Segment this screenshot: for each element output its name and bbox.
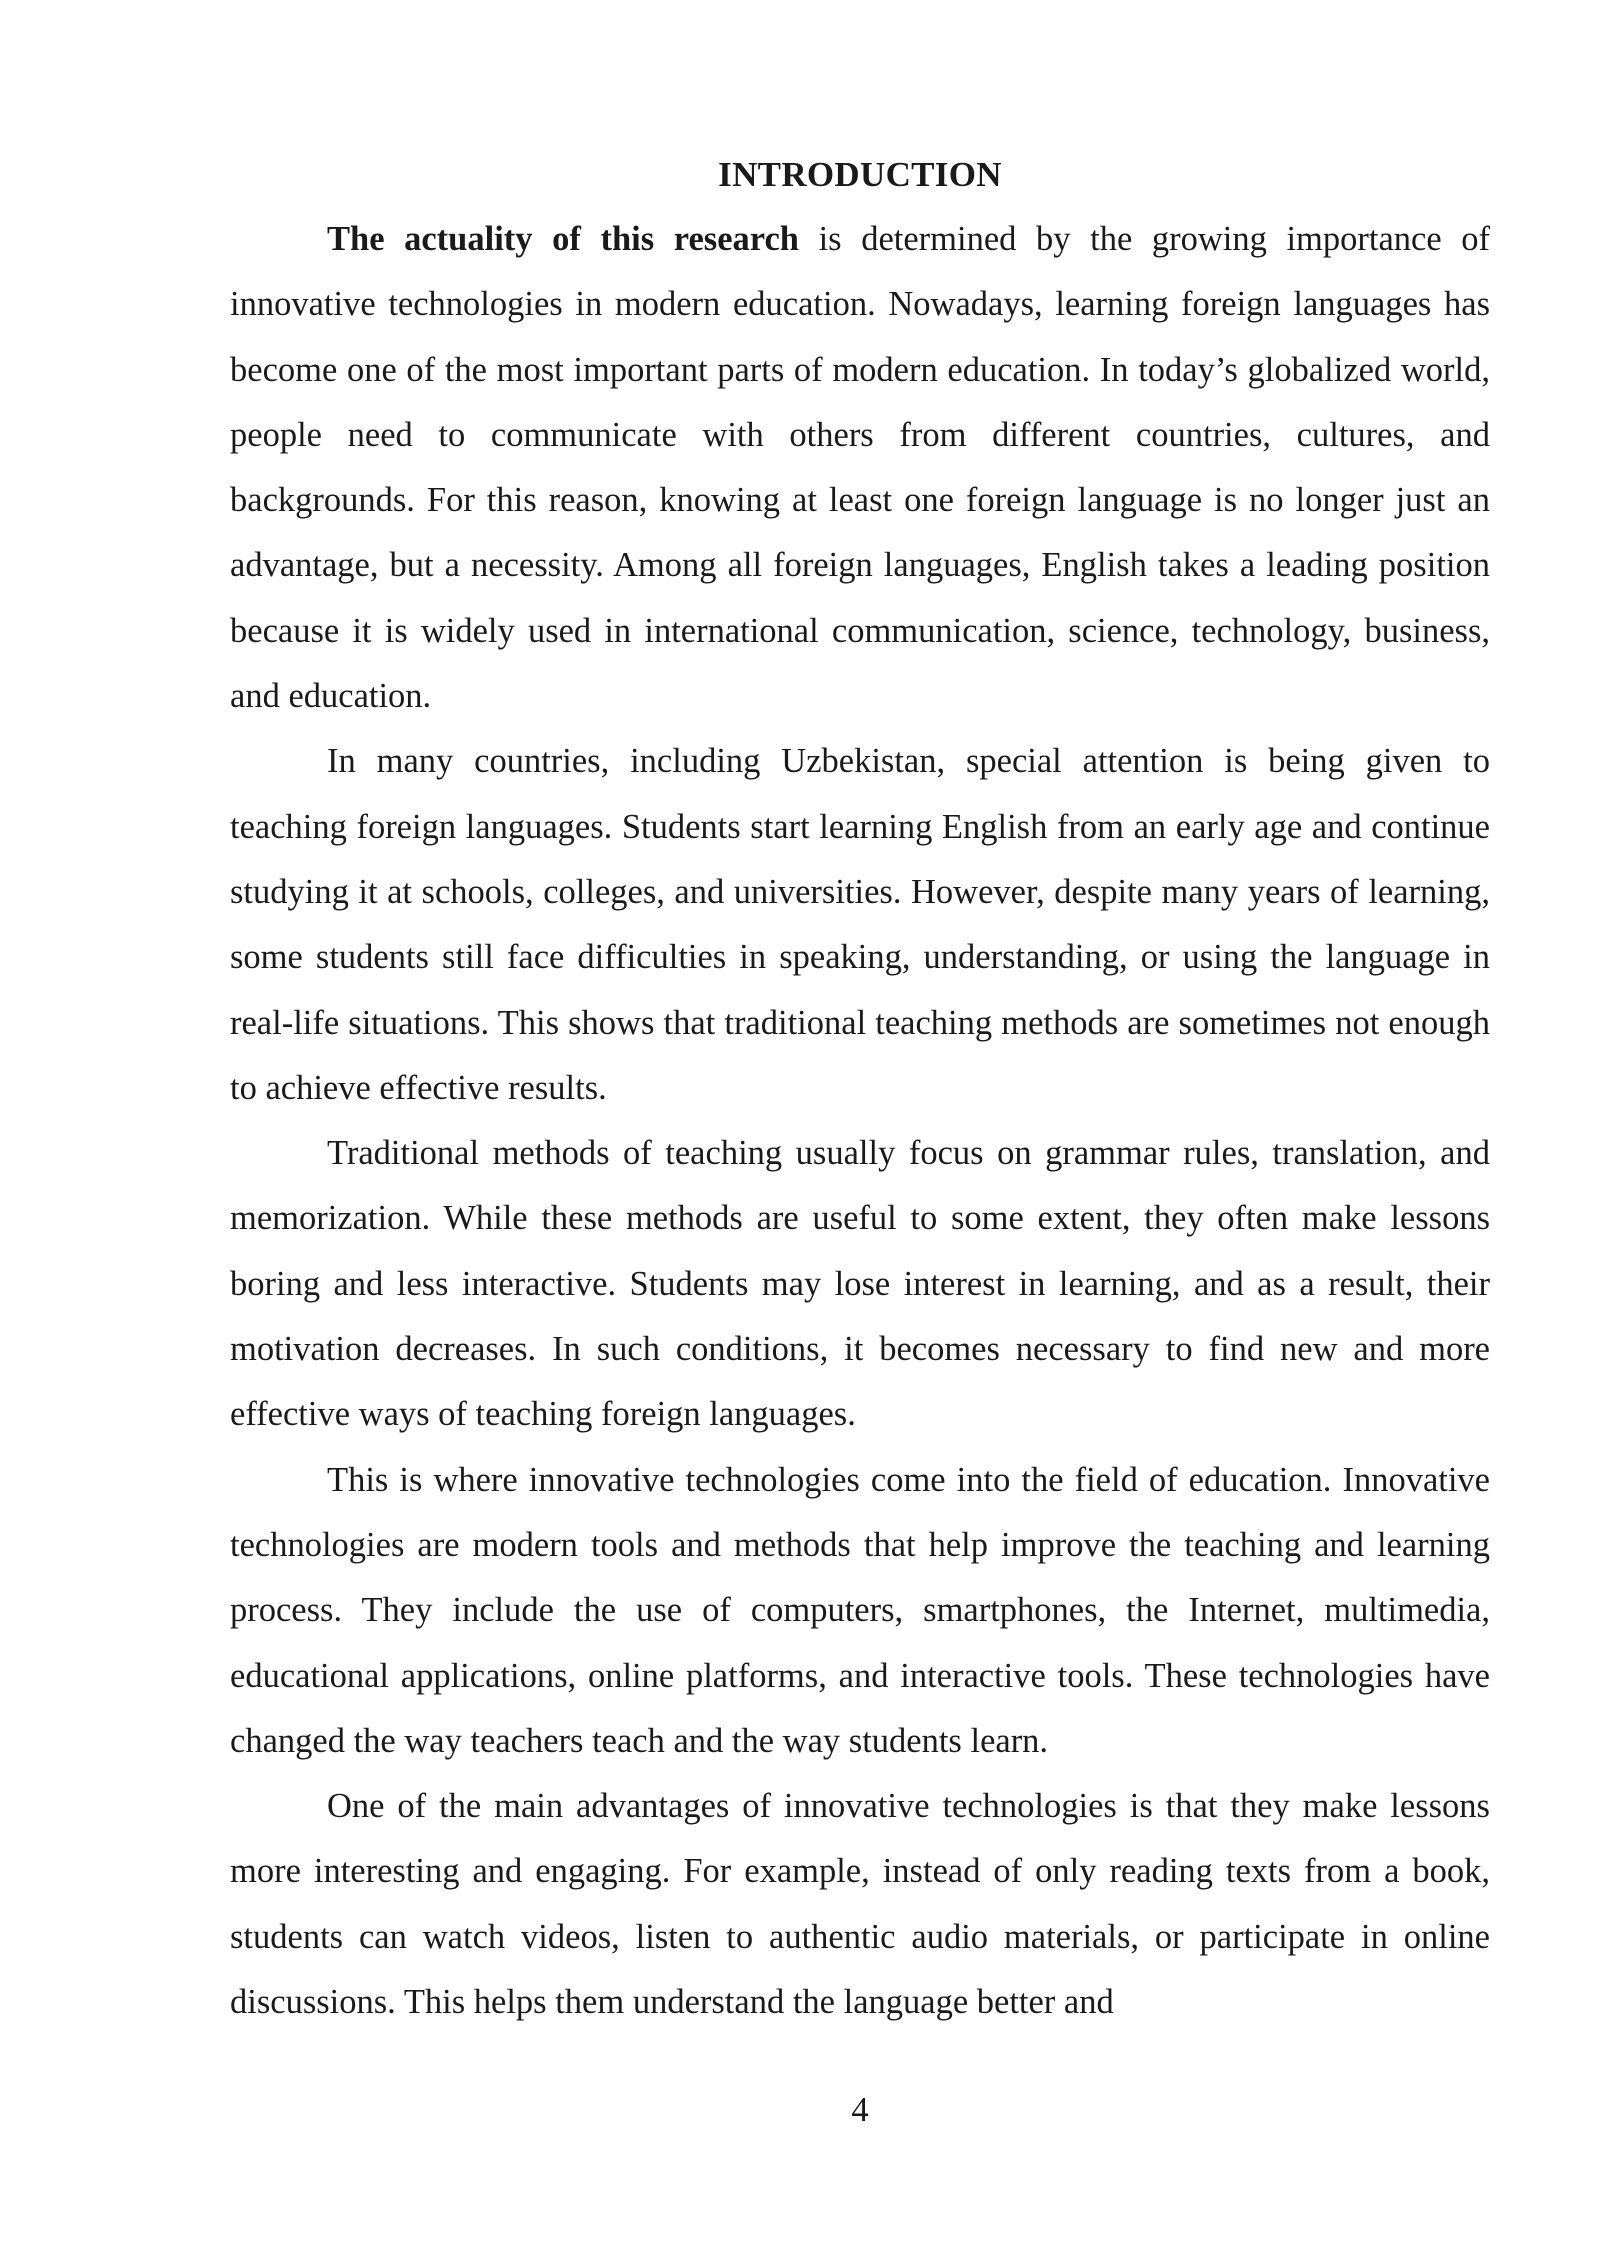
paragraph-text: Traditional methods of teaching usually focus on grammar rules, translation, and memorization. While these methods are useful to some extent, they often make lessons boring and less interactive. Students may lose interest in learning, and as a result, their motivation decreases. In such conditions, it becomes necessary to find new and more effective ways of teaching foreign languages. <box>230 1134 1490 1434</box>
body-text <box>230 207 1490 2035</box>
paragraph-lead: The actuality of this research <box>327 220 799 258</box>
paragraph-2 <box>230 729 1490 1121</box>
paragraph-5 <box>230 1774 1490 2035</box>
paragraph-3 <box>230 1121 1490 1447</box>
paragraph-4 <box>230 1448 1490 1774</box>
paragraph-text: In many countries, including Uzbekistan, special attention is being given to teaching foreign languages. Students start learning English from an early age and continue studying it at schools, colleges, and universities. However, despite many years of learning, some students still face difficulties in speaking, understanding, or using the language in real-life situations. This shows that traditional teaching methods are sometimes not enough to achieve effective results. <box>230 742 1490 1107</box>
section-heading: INTRODUCTION <box>718 155 1002 194</box>
paragraph-text: One of the main advantages of innovative technologies is that they make lessons more interesting and engaging. For example, instead of only reading texts from a book, students can watch videos, listen to authentic audio materials, or participate in online discussions. This helps them understand the language better and <box>230 1787 1490 2022</box>
paragraph-1 <box>230 207 1490 729</box>
paragraph-text: is determined by the growing importance of innovative technologies in modern education. Nowadays, learning foreign languages has become one of the most important parts of modern education. In today’s globalized world, people need to communicate with others from different countries, cultures, and backgrounds. For this reason, knowing at least one foreign language is no longer just an advantage, but a necessity. Among all foreign languages, English takes a leading position because it is widely used in international communication, science, technology, business, and education. <box>230 220 1490 716</box>
paragraph-text: This is where innovative technologies come into the field of education. Innovative technologies are modern tools and methods that help improve the teaching and learning process. They include the use of computers, smartphones, the Internet, multimedia, educational applications, online platforms, and interactive tools. These technologies have changed the way teachers teach and the way students learn. <box>230 1460 1490 1760</box>
page-number: 4 <box>851 2091 869 2129</box>
